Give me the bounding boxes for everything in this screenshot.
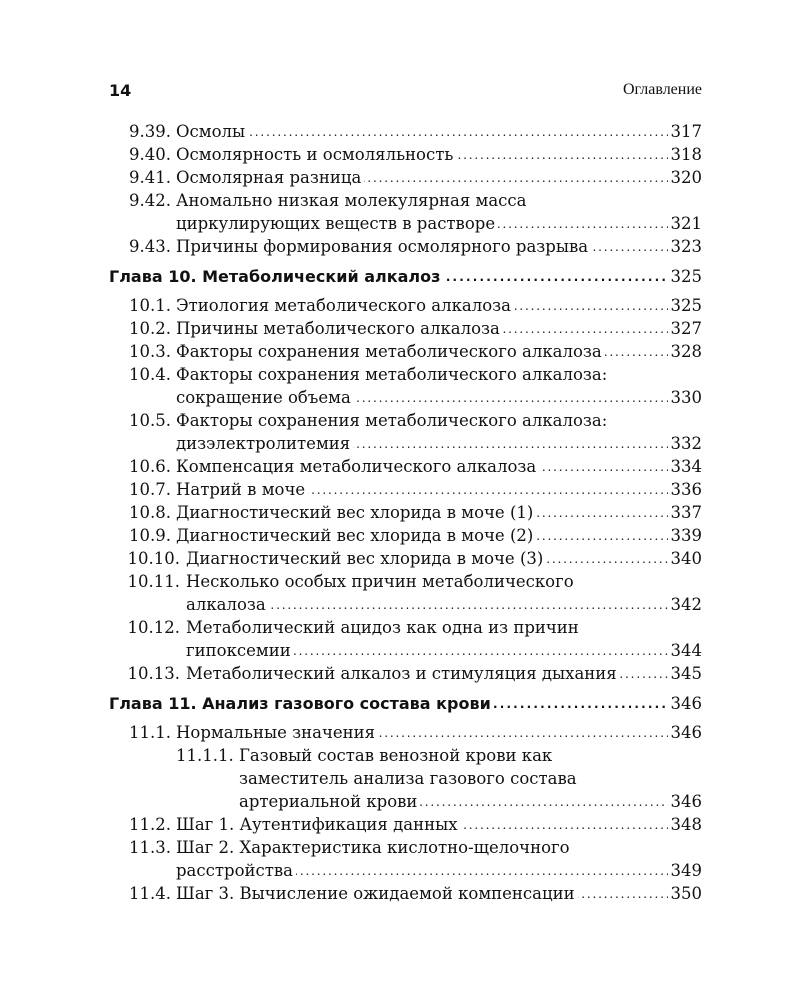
toc-entry: 10.7. Натрий в моче . . . 336 [0, 478, 800, 502]
toc-entry-continuation: расстройства . . . 349 [0, 859, 800, 883]
toc-entry-continuation: циркулирующих веществ в растворе . . . 321 [0, 212, 800, 236]
toc-entry-continuation: гипоксемии . . . 344 [0, 639, 800, 663]
toc-entry-continuation: сокращение объема . . . 330 [0, 386, 800, 410]
toc-entry-continuation: заместитель анализа газового состава [239, 769, 577, 788]
toc-entry-continuation: дизэлектролитемия . . . 332 [0, 432, 800, 456]
toc-entry: 9.41. Осмолярная разница . . . 320 [0, 166, 800, 190]
toc-entry: 9.42. Аномально низкая молекулярная масса [129, 191, 527, 210]
toc-entry: 9.39. Осмолы . . . 317 [0, 120, 800, 144]
page-number: 14 [109, 81, 132, 100]
running-header-title: Оглавление [622, 81, 702, 98]
toc-chapter-heading: Глава 10. Метаболический алкалоз . . . 325 [0, 265, 800, 289]
toc-entry: 10.1. Этиология метаболического алкалоза . . . 325 [0, 294, 800, 318]
toc-entry: 10.3. Факторы сохранения метаболического алкалоза . . . 328 [0, 340, 800, 364]
toc-entry: 10.11. Несколько особых причин метаболического [127, 572, 574, 591]
toc-entry: 10.12. Метаболический ацидоз как одна из причин [127, 618, 579, 637]
toc-entry-continuation: артериальной крови . . . 346 [0, 790, 800, 814]
toc-entry: 10.9. Диагностический вес хлорида в моче (2) . . . 339 [0, 524, 800, 548]
toc-entry: 10.8. Диагностический вес хлорида в моче (1) . . . 337 [0, 501, 800, 525]
toc-entry: 11.1.1. Газовый состав венозной крови как [176, 746, 553, 765]
toc-entry: 11.3. Шаг 2. Характеристика кислотно-щелочного [129, 838, 570, 857]
toc-entry: 11.4. Шаг 3. Вычисление ожидаемой компенсации . . . 350 [0, 882, 800, 906]
toc-entry: 10.13. Метаболический алкалоз и стимуляция дыхания . . . 345 [0, 662, 800, 686]
toc-entry: 9.43. Причины формирования осмолярного разрыва . . . 323 [0, 235, 800, 259]
toc-entry: 10.10. Диагностический вес хлорида в моче (3) . . . 340 [0, 547, 800, 571]
toc-entry-continuation: алкалоза . . . 342 [0, 593, 800, 617]
toc-entry: 10.5. Факторы сохранения метаболического алкалоза: [129, 411, 608, 430]
toc-entry: 11.2. Шаг 1. Аутентификация данных . . . 348 [0, 813, 800, 837]
toc-entry: 10.6. Компенсация метаболического алкалоза . . . 334 [0, 455, 800, 479]
toc-chapter-heading: Глава 11. Анализ газового состава крови . . . 346 [0, 692, 800, 716]
toc-entry: 10.2. Причины метаболического алкалоза . . . 327 [0, 317, 800, 341]
toc-entry: 11.1. Нормальные значения . . . 346 [0, 721, 800, 745]
toc-entry: 9.40. Осмолярность и осмоляльность . . . 318 [0, 143, 800, 167]
toc-entry: 10.4. Факторы сохранения метаболического алкалоза: [129, 365, 608, 384]
